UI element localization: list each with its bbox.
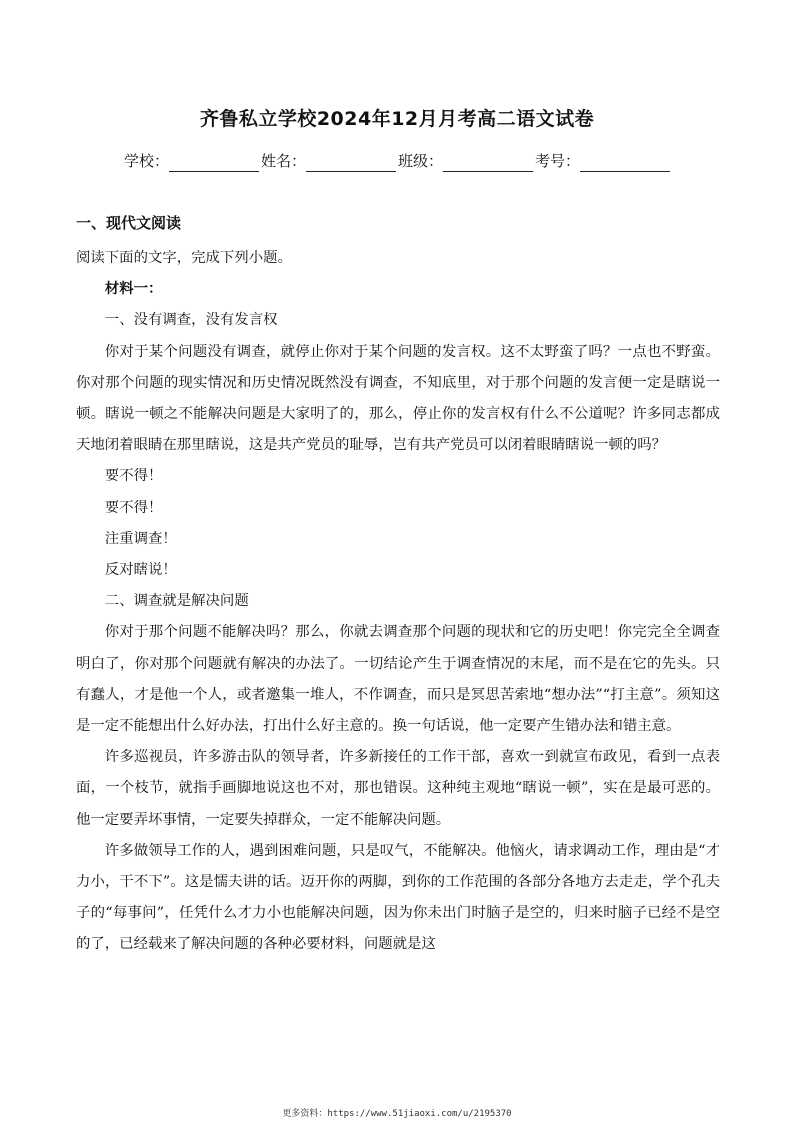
name-blank[interactable] bbox=[306, 155, 396, 172]
paragraph-1: 你对于某个问题没有调查，就停止你对于某个问题的发言权。这不太野蛮了吗？一点也不野蛮。你对那个问题的现实情况和历史情况既然没有调查，不知底里，对于那个问题的发言便一定是瞎说一顿。瞎说一顿之不能解决问题是大家明了的，那么，停止你的发言权有什么不公道呢？许多同志都成天地闭着眼睛在那里瞎说，这是共产党员的耻辱，岂有共产党员可以闭着眼睛瞎说一顿的吗？ bbox=[76, 343, 720, 454]
exam-no-label: 考号： bbox=[535, 152, 581, 170]
class-blank[interactable] bbox=[443, 155, 533, 172]
exam-no-blank[interactable] bbox=[580, 155, 670, 172]
instruction: 阅读下面的文字，完成下列小题。 bbox=[76, 250, 292, 266]
paragraph-2: 你对于那个问题不能解决吗？那么，你就去调查那个问题的现状和它的历史吧！你完完全全调查明白了，你对那个问题就有解决的办法了。一切结论产生于调查情况的末尾，而不是在它的先头。只有蠢人，才是他一个人，或者邀集一堆人，不作调查，而只是冥思苦索地“想办法”“打主意”。须知这是一定不能想出什么好办法，打出什么好主意的。换一句话说，他一定要产生错办法和错主意。 bbox=[76, 624, 720, 735]
paragraph-3: 许多巡视员，许多游击队的领导者，许多新接任的工作干部，喜欢一到就宣布政见，看到一点表面，一个枝节，就指手画脚地说这也不对，那也错误。这种纯主观地“瞎说一顿”，实在是最可恶的。他一定要弄坏事情，一定要失掉群众，一定不能解决问题。 bbox=[76, 749, 720, 828]
exam-title: 齐鲁私立学校2024年12月月考高二语文试卷 bbox=[199, 108, 595, 130]
short-line-1: 要不得！ bbox=[104, 468, 163, 485]
name-field bbox=[261, 150, 398, 172]
section-heading: 一、现代文阅读 bbox=[76, 214, 182, 232]
material-label: 材料一： bbox=[104, 281, 163, 298]
school-blank[interactable] bbox=[169, 155, 259, 172]
school-label: 学校： bbox=[124, 152, 170, 170]
reading-passage bbox=[76, 243, 720, 961]
short-line-4: 反对瞎说！ bbox=[104, 562, 177, 579]
subheading-1: 一、没有调查，没有发言权 bbox=[104, 312, 278, 329]
footer-link[interactable]: 更多资料：https://www.51jiaoxi.com/u/2195370 bbox=[282, 1109, 512, 1119]
student-info-row bbox=[124, 150, 684, 172]
exam-no-field bbox=[535, 150, 672, 172]
short-line-3: 注重调查！ bbox=[104, 530, 177, 547]
school-field bbox=[124, 150, 261, 172]
paragraph-4: 许多做领导工作的人，遇到困难问题，只是叹气，不能解决。他恼火，请求调动工作，理由是“才力小，干不下”。这是懦夫讲的话。迈开你的两脚，到你的工作范围的各部分各地方去走走，学个孔夫子的“每事问”，任凭什么才力小也能解决问题，因为你未出门时脑子是空的，归来时脑子已经不是空的了，已经载来了解决问题的各种必要材料，问题就是这 bbox=[76, 842, 720, 953]
class-field bbox=[398, 150, 535, 172]
short-line-2: 要不得！ bbox=[104, 499, 163, 516]
class-label: 班级： bbox=[398, 152, 444, 170]
name-label: 姓名： bbox=[261, 152, 307, 170]
subheading-2: 二、调查就是解决问题 bbox=[104, 593, 249, 610]
